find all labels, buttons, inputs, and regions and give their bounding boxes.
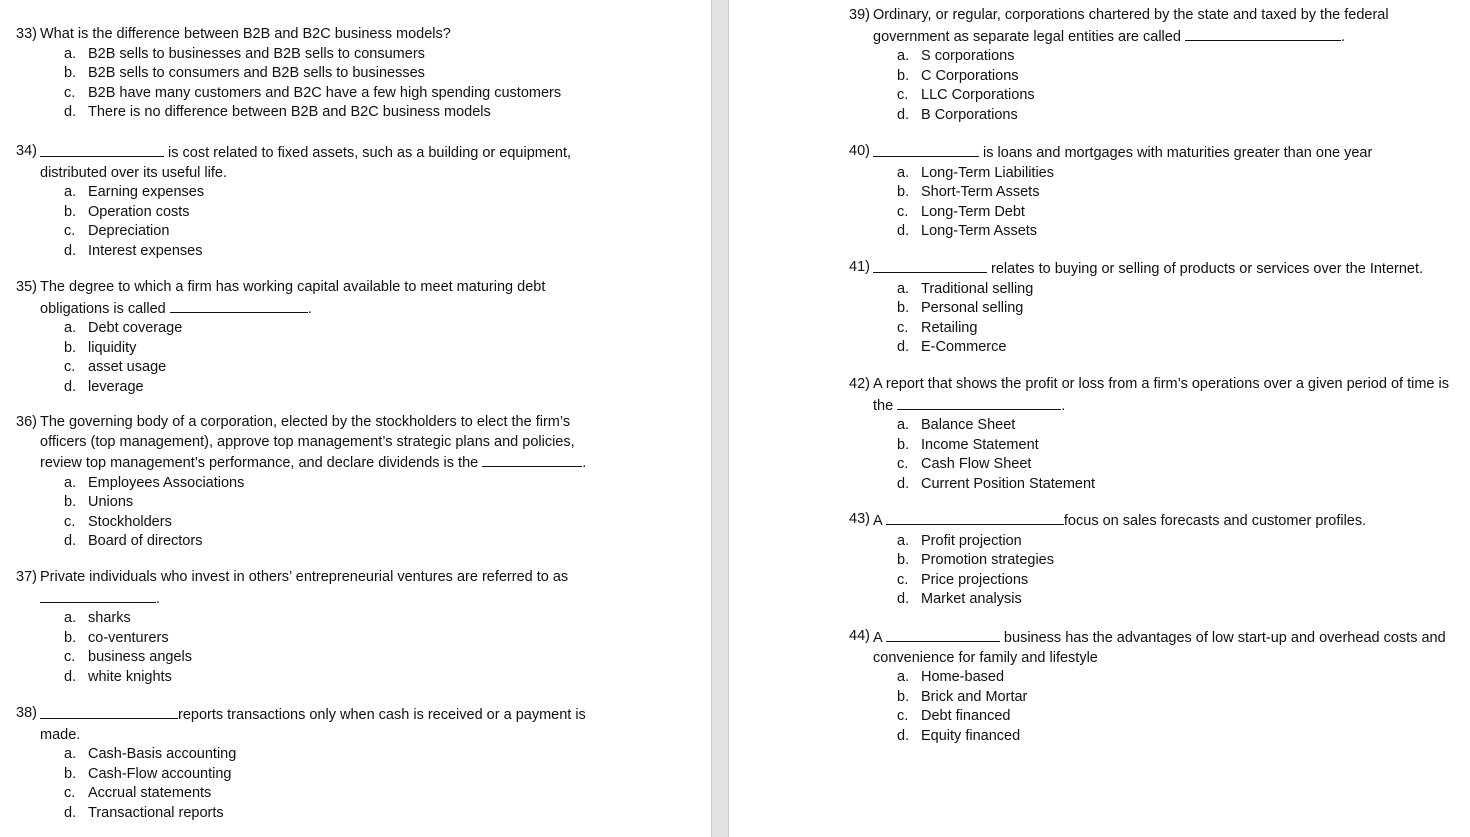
- option-b[interactable]: b. Income Statement: [897, 436, 1039, 453]
- option-c[interactable]: c. business angels: [64, 649, 192, 665]
- option-b[interactable]: b. Short-Term Assets: [897, 184, 1040, 200]
- option-d[interactable]: d. E-Commerce: [897, 339, 1007, 355]
- option-b[interactable]: b. liquidity: [64, 339, 137, 356]
- options-list: [16, 609, 616, 687]
- question-text: [849, 258, 1449, 280]
- question-stem: The degree to which a firm has working capital available to meet maturing debt obligations is called: [40, 279, 546, 317]
- option-c[interactable]: c. Retailing: [897, 319, 978, 336]
- options-list: [16, 45, 616, 123]
- question-text: [16, 568, 616, 609]
- option-a[interactable]: a. sharks: [64, 610, 131, 626]
- question-text: [849, 627, 1449, 668]
- options-list: [849, 416, 1449, 494]
- option-b[interactable]: b. C Corporations: [897, 67, 1019, 84]
- question-stem: A report that shows the profit or loss from a firm’s operations over a given period of time is the: [873, 376, 1449, 414]
- question-stem-end: .: [1340, 28, 1345, 45]
- question-text: [16, 278, 616, 319]
- question-text: [16, 413, 616, 474]
- option-c[interactable]: c. Price projections: [897, 571, 1029, 588]
- question-stem-end: focus on sales forecasts and customer profiles.: [1063, 513, 1367, 529]
- question-36: [16, 413, 616, 552]
- option-d[interactable]: d. white knights: [64, 668, 172, 685]
- question-34: [16, 142, 616, 261]
- option-c[interactable]: c. Stockholders: [64, 513, 172, 530]
- options-list: [849, 280, 1449, 358]
- question-stem-end: .: [307, 300, 312, 317]
- question-number: 38): [16, 705, 37, 721]
- answer-blank: [886, 510, 1064, 525]
- answer-blank: [886, 627, 1000, 642]
- answer-blank: [40, 588, 156, 603]
- question-40: [849, 142, 1449, 242]
- question-33: [16, 25, 616, 123]
- question-stem-end: .: [156, 590, 161, 607]
- question-text: [16, 704, 616, 745]
- question-stem: is cost related to fixed assets, such as a building or equipment, distributed over its useful life.: [40, 145, 572, 181]
- option-c[interactable]: c. asset usage: [64, 359, 167, 375]
- option-a[interactable]: a. Home-based: [897, 669, 1005, 685]
- question-text: [849, 6, 1449, 47]
- question-stem: What is the difference between B2B and B2C business models?: [40, 26, 451, 42]
- answer-blank: [1185, 26, 1341, 41]
- question-text: [16, 142, 616, 183]
- option-d[interactable]: d. leverage: [64, 378, 144, 395]
- question-stem: Ordinary, or regular, corporations chartered by the state and taxed by the federal government as separate legal entities are called: [873, 7, 1389, 45]
- question-35: [16, 278, 616, 397]
- option-d[interactable]: d. Transactional reports: [64, 804, 224, 821]
- question-stem: Private individuals who invest in others’ entrepreneurial ventures are referred to as: [40, 569, 569, 585]
- option-a[interactable]: a. Balance Sheet: [897, 417, 1016, 433]
- question-number: 34): [16, 143, 37, 159]
- question-44: [849, 627, 1449, 746]
- question-number: 43): [849, 511, 870, 527]
- question-37: [16, 568, 616, 687]
- question-stem: The governing body of a corporation, elected by the stockholders to elect the firm’s officers (top management), approve top management’s strategic plans and policies, review top management’s performance, and declare dividends is the: [40, 414, 575, 471]
- question-number: 44): [849, 628, 870, 644]
- option-d[interactable]: d. Equity financed: [897, 727, 1021, 744]
- answer-blank: [170, 298, 308, 313]
- options-list: [849, 164, 1449, 242]
- answer-blank: [482, 452, 582, 467]
- option-b[interactable]: b. Promotion strategies: [897, 552, 1054, 568]
- option-d[interactable]: d. B Corporations: [897, 106, 1018, 123]
- option-b[interactable]: b. co-venturers: [64, 629, 169, 646]
- question-number: 39): [849, 7, 870, 23]
- option-a[interactable]: a. Employees Associations: [64, 474, 245, 491]
- options-list: [849, 47, 1449, 125]
- options-list: [16, 183, 616, 261]
- option-c[interactable]: c. Cash Flow Sheet: [897, 456, 1032, 472]
- option-b[interactable]: b. Brick and Mortar: [897, 688, 1028, 705]
- question-39: [849, 6, 1449, 125]
- option-a[interactable]: a. Profit projection: [897, 532, 1022, 549]
- question-stem: is loans and mortgages with maturities greater than one year: [979, 145, 1373, 161]
- option-a[interactable]: a. Debt coverage: [64, 320, 183, 336]
- option-b[interactable]: b. Unions: [64, 494, 134, 510]
- option-d[interactable]: d. Interest expenses: [64, 242, 203, 259]
- question-number: 35): [16, 279, 37, 295]
- option-a[interactable]: a. Traditional selling: [897, 280, 1034, 297]
- option-a[interactable]: a. B2B sells to businesses and B2B sells to consumers: [64, 45, 425, 62]
- option-d[interactable]: d. There is no difference between B2B and B2C business models: [64, 104, 491, 120]
- option-b[interactable]: b. Personal selling: [897, 300, 1024, 316]
- option-a[interactable]: a. Earning expenses: [64, 184, 205, 200]
- options-list: [16, 745, 616, 823]
- answer-blank: [40, 142, 164, 157]
- left-page: [0, 0, 711, 837]
- question-number: 37): [16, 569, 37, 585]
- option-d[interactable]: d. Market analysis: [897, 591, 1022, 607]
- option-c[interactable]: c. Accrual statements: [64, 785, 212, 801]
- option-d[interactable]: d. Board of directors: [64, 533, 203, 549]
- question-stem-end: .: [582, 455, 587, 471]
- option-b[interactable]: b. B2B sells to consumers and B2B sells to businesses: [64, 65, 425, 81]
- question-text: [849, 142, 1449, 164]
- option-c[interactable]: c. Debt financed: [897, 708, 1011, 724]
- question-text: [849, 510, 1449, 532]
- question-stem: reports transactions only when cash is received or a payment is made.: [40, 707, 586, 743]
- option-c[interactable]: c. LLC Corporations: [897, 87, 1035, 103]
- answer-blank: [40, 704, 178, 719]
- options-list: [16, 319, 616, 397]
- answer-blank: [897, 395, 1061, 410]
- option-d[interactable]: d. Long-Term Assets: [897, 223, 1038, 239]
- options-list: [16, 474, 616, 552]
- option-c[interactable]: c. Depreciation: [64, 223, 170, 239]
- question-stem: relates to buying or selling of products or services over the Internet.: [987, 261, 1424, 277]
- page-gutter: [711, 0, 729, 837]
- options-list: [849, 532, 1449, 610]
- option-d[interactable]: d. Current Position Statement: [897, 475, 1096, 492]
- option-c[interactable]: c. B2B have many customers and B2C have a few high spending customers: [64, 84, 562, 101]
- option-b[interactable]: b. Cash-Flow accounting: [64, 765, 232, 782]
- question-text: [16, 25, 616, 45]
- question-text: [849, 375, 1449, 416]
- question-number: 42): [849, 376, 870, 392]
- option-b[interactable]: b. Operation costs: [64, 203, 190, 220]
- option-c[interactable]: c. Long-Term Debt: [897, 203, 1025, 220]
- option-a[interactable]: a. Cash-Basis accounting: [64, 746, 237, 762]
- question-stem-end: business has the advantages of low start-up and overhead costs and convenience for family and lifestyle: [873, 630, 1446, 666]
- option-a[interactable]: a. Long-Term Liabilities: [897, 164, 1054, 181]
- question-42: [849, 375, 1449, 494]
- question-number: 40): [849, 143, 870, 159]
- question-43: [849, 510, 1449, 610]
- question-number: 36): [16, 414, 37, 430]
- answer-blank: [873, 142, 979, 157]
- question-number: 41): [849, 259, 870, 275]
- options-list: [849, 668, 1449, 746]
- question-38: [16, 704, 616, 823]
- question-stem-end: .: [1061, 397, 1066, 414]
- question-number: 33): [16, 26, 37, 42]
- question-41: [849, 258, 1449, 358]
- answer-blank: [873, 258, 987, 273]
- question-stem: A: [873, 630, 886, 646]
- right-page: [729, 0, 1470, 837]
- option-a[interactable]: a. S corporations: [897, 48, 1015, 64]
- question-stem: A: [873, 513, 886, 529]
